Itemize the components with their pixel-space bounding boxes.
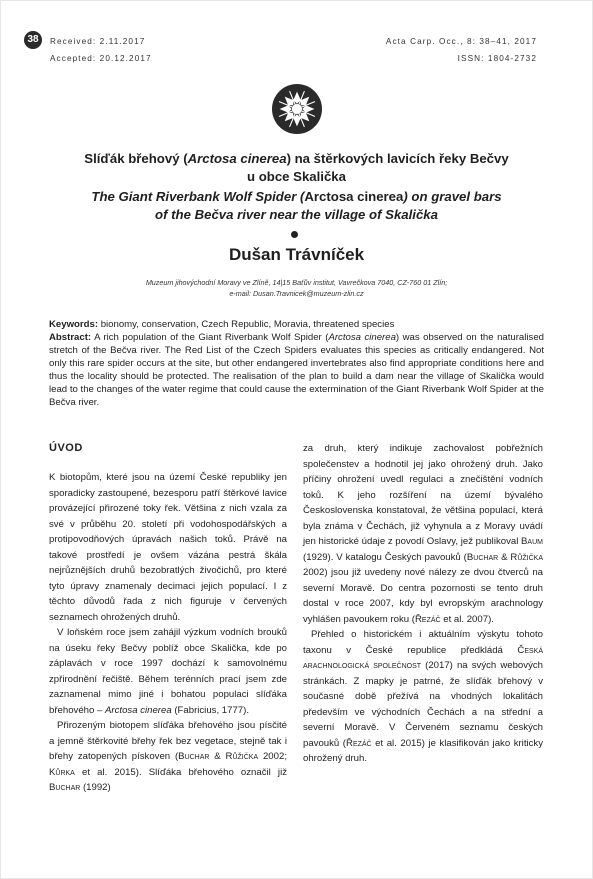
title-block (40, 150, 553, 224)
page-number-badge: 38 (24, 31, 42, 49)
abstract: Abstract: A rich population of the Giant Riverbank Wolf Spider (Arctosa cinerea) was observed on the naturalised stretch of the Bečva river. The Red List of the Czech Spiders evaluates this species as critically endangered. Not only this rare spider occurs at the site, but other endangered invertebrates also find appropriate conditions here and thus the locality should be protected. The realisation of the plan to build a dam near the village of Skalička would lead to the changes of the water regime that could cause the extermination of the Giant Riverbank Wolf Spider at the Bečva river. (49, 332, 544, 408)
section-heading: ÚVOD (49, 442, 83, 454)
left-column (49, 441, 287, 796)
paragraph: Přirozeným biotopem slíďáka břehového jsou písčité a jemně štěrkovité břehy řek bez vegetace, stejně tak i břehy zatopených pískoven (Buchar & Růžička 2002; Kůrka et al. 2015). Slíďáka břehového označil již Buchar (1992) (49, 720, 287, 793)
journal-citation: Acta Carp. Occ., 8: 38–41, 2017 (385, 37, 537, 46)
journal-emblem-icon (272, 84, 322, 134)
right-column (303, 441, 543, 767)
abstract-block (49, 318, 544, 409)
accepted-date: Accepted: 20.12.2017 (50, 54, 152, 63)
paragraph: V loňském roce jsem zahájil výzkum vodních brouků na úseku řeky Bečvy poblíž obce Skalička, kde po záplavách v roce 1997 dochází k samovolnému zpřirodnění řečiště. Během terénních prací jsem zde zaznamenal mimo jiné i bohatou populaci slíďáka břehového – Arctosa cinerea (Fabricius, 1777). (49, 627, 287, 716)
author-affiliation: Muzeum jihovýchodní Moravy ve Zlíně, 14|15 Baťův institut, Vavrečkova 7040, CZ-760 01 Zlín; e-mail: Dusan.Travnicek@muzeum-zlin.cz (40, 278, 553, 299)
title-czech: Slíďák břehový (Arctosa cinerea) na štěrkových lavicích řeky Bečvy u obce Skalička (84, 151, 509, 184)
title-czech-species: Arctosa cinerea (187, 151, 287, 166)
author-email: e-mail: Dusan.Travnicek@muzeum-zlin.cz (229, 288, 364, 298)
received-date: Received: 2.11.2017 (50, 37, 146, 46)
keywords: Keywords: bionomy, conservation, Czech Republic, Moravia, threatened species (49, 319, 395, 330)
paragraph: K biotopům, které jsou na území České republiky jen sporadicky zastoupené, bezesporu patří štěrkové lavice provázející přirozené toky řek. Většina z nich vzala za své v průběhu 20. století při vodohospodářských a protipovodňových úpravách našich toků. Právě na takové prostředí je ovšem vázána pestrá škála nejrůznějších druhů bezobratlých živočichů, pro které tyto úpravy znamenaly decimaci jejich populací. I z těchto důvodů řada z nich figuruje v červených seznamech ohrožených druhů. (49, 472, 287, 623)
paragraph: za druh, který indikuje zachovalost pobřežních společenstev a hodnotil jej jako ohrožený druh. Jako příčiny ohrožení uvedl regulaci a znečištění vodních toků. K jeho rozšíření na území bývalého Československa konstatoval, že většina populací, která byla známa v Čechách, již vyhynula a z Moravy uvádí jen historické údaje z povodí Oslavy, jež publikoval Baum (1929). V katalogu Českých pavouků (Buchar & Růžička 2002) jsou již uvedeny nové nálezy ze dvou čtverců na severní Moravě. Do centra pozornosti se tento druh dostal v roce 2007, kdy byl evropským arachnology vyhlášen pavoukem roku (Řezáč et al. 2007). (303, 443, 543, 625)
title-english-species: Arctosa cinerea (304, 189, 404, 204)
paragraph: Přehled o historickém i aktuálním výskytu tohoto taxonu v České republice předkládá Česká arachnologická společnost (2017) na svých webových stránkách. Z mapky je patrné, že slíďák břehový v současné době přežívá na vhodných lokalitách především ve východních Čechách a na střední a severní Moravě. V Červeném seznamu českých pavouků (Řezáč et al. 2015) je klasifikován jako kriticky ohrožený druh. (303, 629, 544, 764)
author-name: Dušan Trávníček (228, 245, 365, 264)
separator-dot (291, 231, 298, 238)
issn: ISSN: 1804-2732 (457, 54, 537, 63)
title-english: The Giant Riverbank Wolf Spider (Arctosa cinerea) on gravel bars of the Bečva river near the village of Skalička (91, 189, 502, 222)
